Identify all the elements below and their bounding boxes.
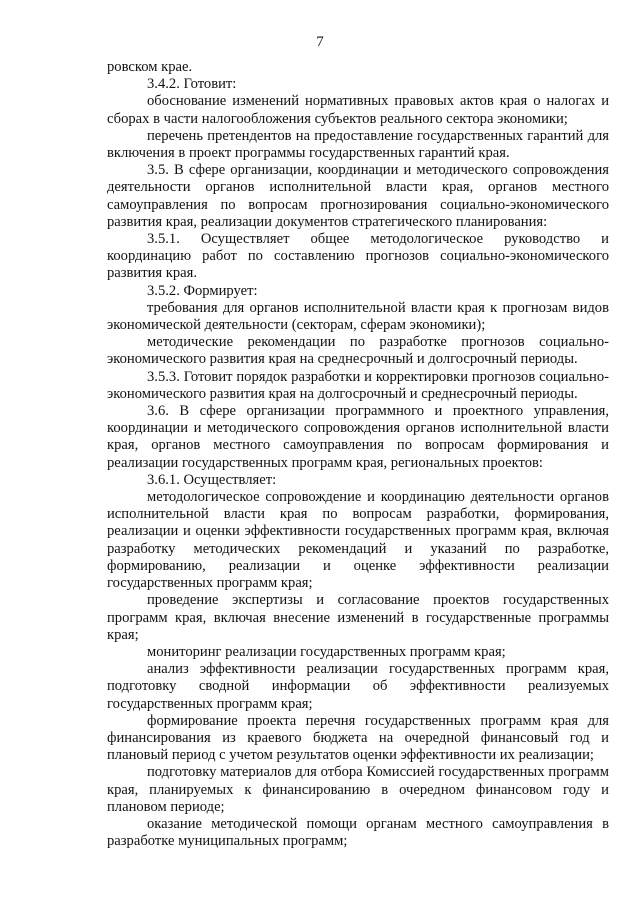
paragraph: 3.5.2. Формирует: [147, 282, 258, 299]
paragraph: требования для органов исполнительной власти края к прогнозам видов экономической деятельности (секторам, сферам экономики); [107, 299, 609, 334]
document-body [107, 59, 609, 850]
paragraph: оказание методической помощи органам местного самоуправления в разработке муниципальных программ; [107, 815, 609, 850]
paragraph: подготовку материалов для отбора Комиссией государственных программ края, планируемых к финансированию в очередном финансовом году и плановом периоде; [107, 764, 609, 815]
paragraph: анализ эффективности реализации государственных программ края, подготовку сводной информации об эффективности реализуемых государственных программ края; [107, 661, 609, 712]
page-number: 7 [316, 34, 324, 50]
paragraph: 3.5.3. Готовит порядок разработки и корректировки прогнозов социально-экономического развития края на долгосрочный и среднесрочный периоды. [107, 368, 609, 402]
paragraph: мониторинг реализации государственных программ края; [147, 643, 506, 660]
paragraph: перечень претендентов на предоставление государственных гарантий для включения в проект программы государственных гарантий края. [107, 127, 609, 162]
paragraph: проведение экспертизы и согласование проектов государственных программ края, включая внесение изменений в государственные программы края; [107, 592, 609, 643]
paragraph: ровском крае. [107, 59, 193, 75]
paragraph: 3.6.1. Осуществляет: [147, 471, 277, 488]
paragraph: 3.5.1. Осуществляет общее методологическое руководство и координацию работ по составлению прогнозов социально-экономического развития края. [107, 231, 609, 282]
paragraph: 3.5. В сфере организации, координации и методического сопровождения деятельности органов исполнительной власти края, органов местного самоуправления по вопросам прогнозирования социально-экономического развития края, реализации документов стратегического планирования: [107, 162, 609, 230]
paragraph: методические рекомендации по разработке прогнозов социально-экономического развития края на среднесрочный и долгосрочный периоды. [107, 334, 609, 368]
paragraph: методологическое сопровождение и координацию деятельности органов исполнительной власти края по вопросам разработки, формирования, реализации и оценки эффективности государственных программ края, включая разработку методических рекомендаций и указаний по разработке, формированию, реализации и оценке эффективности реализации государственных программ края; [107, 489, 609, 592]
paragraph: 3.4.2. Готовит: [147, 76, 237, 93]
paragraph: 3.6. В сфере организации программного и проектного управления, координации и методического сопровождения органов исполнительной власти края, органов местного самоуправления по вопросам формирования и реализации государственных программ края, региональных проектов: [107, 403, 609, 471]
paragraph: обоснование изменений нормативных правовых актов края о налогах и сборах в части налогообложения субъектов реального сектора экономики; [107, 93, 609, 127]
paragraph: формирование проекта перечня государственных программ края для финансирования из краевого бюджета на очередной финансовый год и плановый период с учетом результатов оценки эффективности их реализации; [107, 712, 609, 764]
